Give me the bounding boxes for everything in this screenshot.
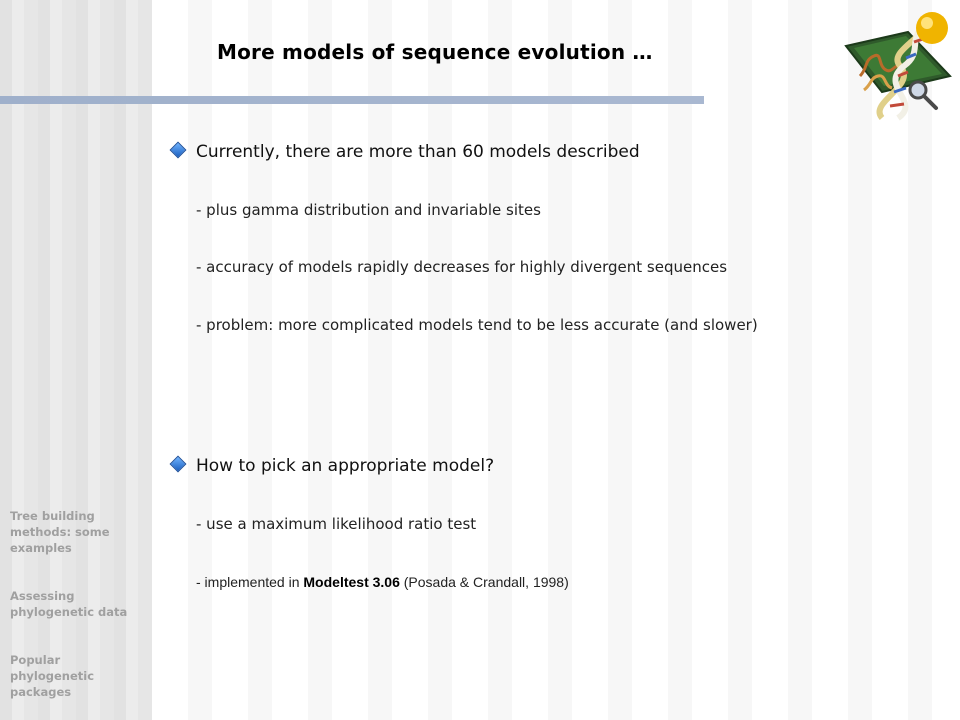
sub-point: - plus gamma distribution and invariable sites (196, 201, 541, 219)
sub-point: - use a maximum likelihood ratio test (196, 515, 477, 533)
citation-suffix: (Posada & Crandall, 1998) (399, 574, 569, 590)
dna-magnifier-logo (838, 6, 956, 124)
nav-item-tree-building[interactable]: Tree building methods: some examples (10, 509, 110, 555)
bullet-point: How to pick an appropriate model? (196, 456, 495, 476)
slide-title: More models of sequence evolution … (217, 40, 653, 64)
citation-prefix: - implemented in (196, 574, 304, 590)
nav-item-assessing[interactable]: Assessing phylogenetic data (10, 589, 128, 619)
nav-item-popular-packages[interactable]: Popular phylogenetic packages (10, 653, 95, 699)
sub-point-citation (196, 574, 569, 590)
sub-point: - accuracy of models rapidly decreases for highly divergent sequences (196, 258, 728, 276)
software-name: Modeltest 3.06 (303, 574, 400, 590)
sub-point: - problem: more complicated models tend to be less accurate (and slower) (196, 316, 758, 334)
title-underline-bar (0, 96, 704, 104)
bullet-point: Currently, there are more than 60 models described (196, 142, 640, 162)
